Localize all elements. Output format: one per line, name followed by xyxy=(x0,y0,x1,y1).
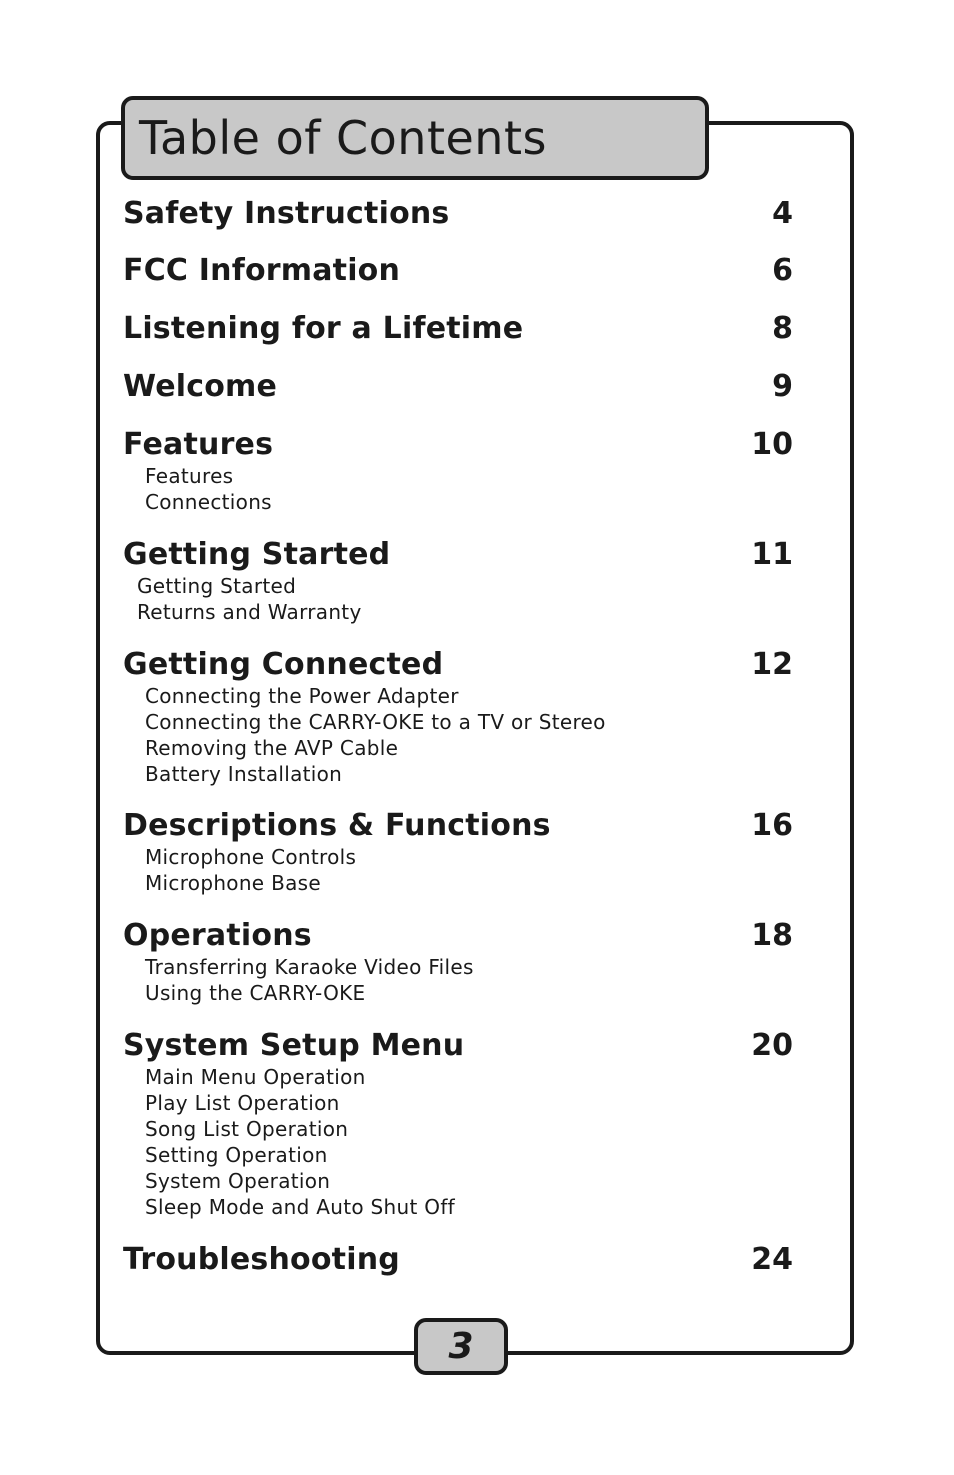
toc-subitem[interactable]: Getting Started xyxy=(137,574,297,598)
toc-page-number: 9 xyxy=(772,369,793,404)
toc-subitem[interactable]: Microphone Base xyxy=(145,871,321,895)
toc-heading: Features xyxy=(123,427,274,462)
toc-page-number: 16 xyxy=(751,808,793,843)
toc-entry-system-setup-menu[interactable] xyxy=(123,1028,793,1220)
toc-subitem[interactable]: Connections xyxy=(145,490,272,514)
toc-heading: Safety Instructions xyxy=(123,196,450,231)
toc-subitem[interactable]: Transferring Karaoke Video Files xyxy=(145,955,474,979)
toc-subitem[interactable]: Connecting the CARRY-OKE to a TV or Stereo xyxy=(145,710,606,734)
toc-page-number: 11 xyxy=(751,537,793,572)
toc-heading: FCC Information xyxy=(123,253,401,288)
toc-subitem[interactable]: Setting Operation xyxy=(145,1143,328,1167)
toc-entry-getting-connected[interactable] xyxy=(123,647,793,787)
toc-heading: Operations xyxy=(123,918,312,953)
toc-page-number: 24 xyxy=(751,1242,793,1277)
toc-entry-operations[interactable] xyxy=(123,918,793,1006)
toc-subitem[interactable]: Microphone Controls xyxy=(145,845,357,869)
toc-entry-listening-for-a-lifetime[interactable] xyxy=(123,311,793,347)
toc-subitem[interactable]: System Operation xyxy=(145,1169,331,1193)
toc-subitem[interactable]: Main Menu Operation xyxy=(145,1065,366,1089)
toc-subitem[interactable]: Battery Installation xyxy=(145,762,343,786)
page-number: 3 xyxy=(448,1326,474,1367)
toc-page-number: 12 xyxy=(751,647,793,682)
toc-page-number: 10 xyxy=(751,427,793,462)
toc-subitem[interactable]: Returns and Warranty xyxy=(137,600,362,624)
toc-page-number: 18 xyxy=(751,918,793,953)
toc-subitem[interactable]: Connecting the Power Adapter xyxy=(145,684,459,708)
toc-heading: Getting Started xyxy=(123,537,391,572)
toc-heading: Descriptions & Functions xyxy=(123,808,551,843)
toc-heading: Troubleshooting xyxy=(123,1242,400,1277)
toc-entry-troubleshooting[interactable] xyxy=(123,1242,793,1278)
title-tab xyxy=(121,96,709,180)
toc-heading: Listening for a Lifetime xyxy=(123,311,524,346)
toc-subitem[interactable]: Features xyxy=(145,464,234,488)
toc-heading: System Setup Menu xyxy=(123,1028,465,1063)
page-number-tab xyxy=(414,1318,508,1375)
toc-entry-features[interactable] xyxy=(123,427,793,515)
toc-subitem[interactable]: Using the CARRY-OKE xyxy=(145,981,366,1005)
toc-page-number: 20 xyxy=(751,1028,793,1063)
toc-subitem[interactable]: Sleep Mode and Auto Shut Off xyxy=(145,1195,456,1219)
toc-entry-descriptions-functions[interactable] xyxy=(123,808,793,896)
toc-subitem[interactable]: Play List Operation xyxy=(145,1091,340,1115)
toc-page-number: 8 xyxy=(772,311,793,346)
toc-page-number: 6 xyxy=(772,253,793,288)
toc-page-number: 4 xyxy=(772,196,793,231)
toc-entry-fcc-information[interactable] xyxy=(123,253,793,289)
toc-heading: Welcome xyxy=(123,369,278,404)
toc-heading: Getting Connected xyxy=(123,647,444,682)
page-title: Table of Contents xyxy=(139,111,547,165)
toc-entry-welcome[interactable] xyxy=(123,369,793,405)
toc-subitem[interactable]: Song List Operation xyxy=(145,1117,349,1141)
toc-subitem[interactable]: Removing the AVP Cable xyxy=(145,736,399,760)
toc-entry-getting-started[interactable] xyxy=(123,537,793,625)
toc-entry-safety-instructions[interactable] xyxy=(123,196,793,232)
